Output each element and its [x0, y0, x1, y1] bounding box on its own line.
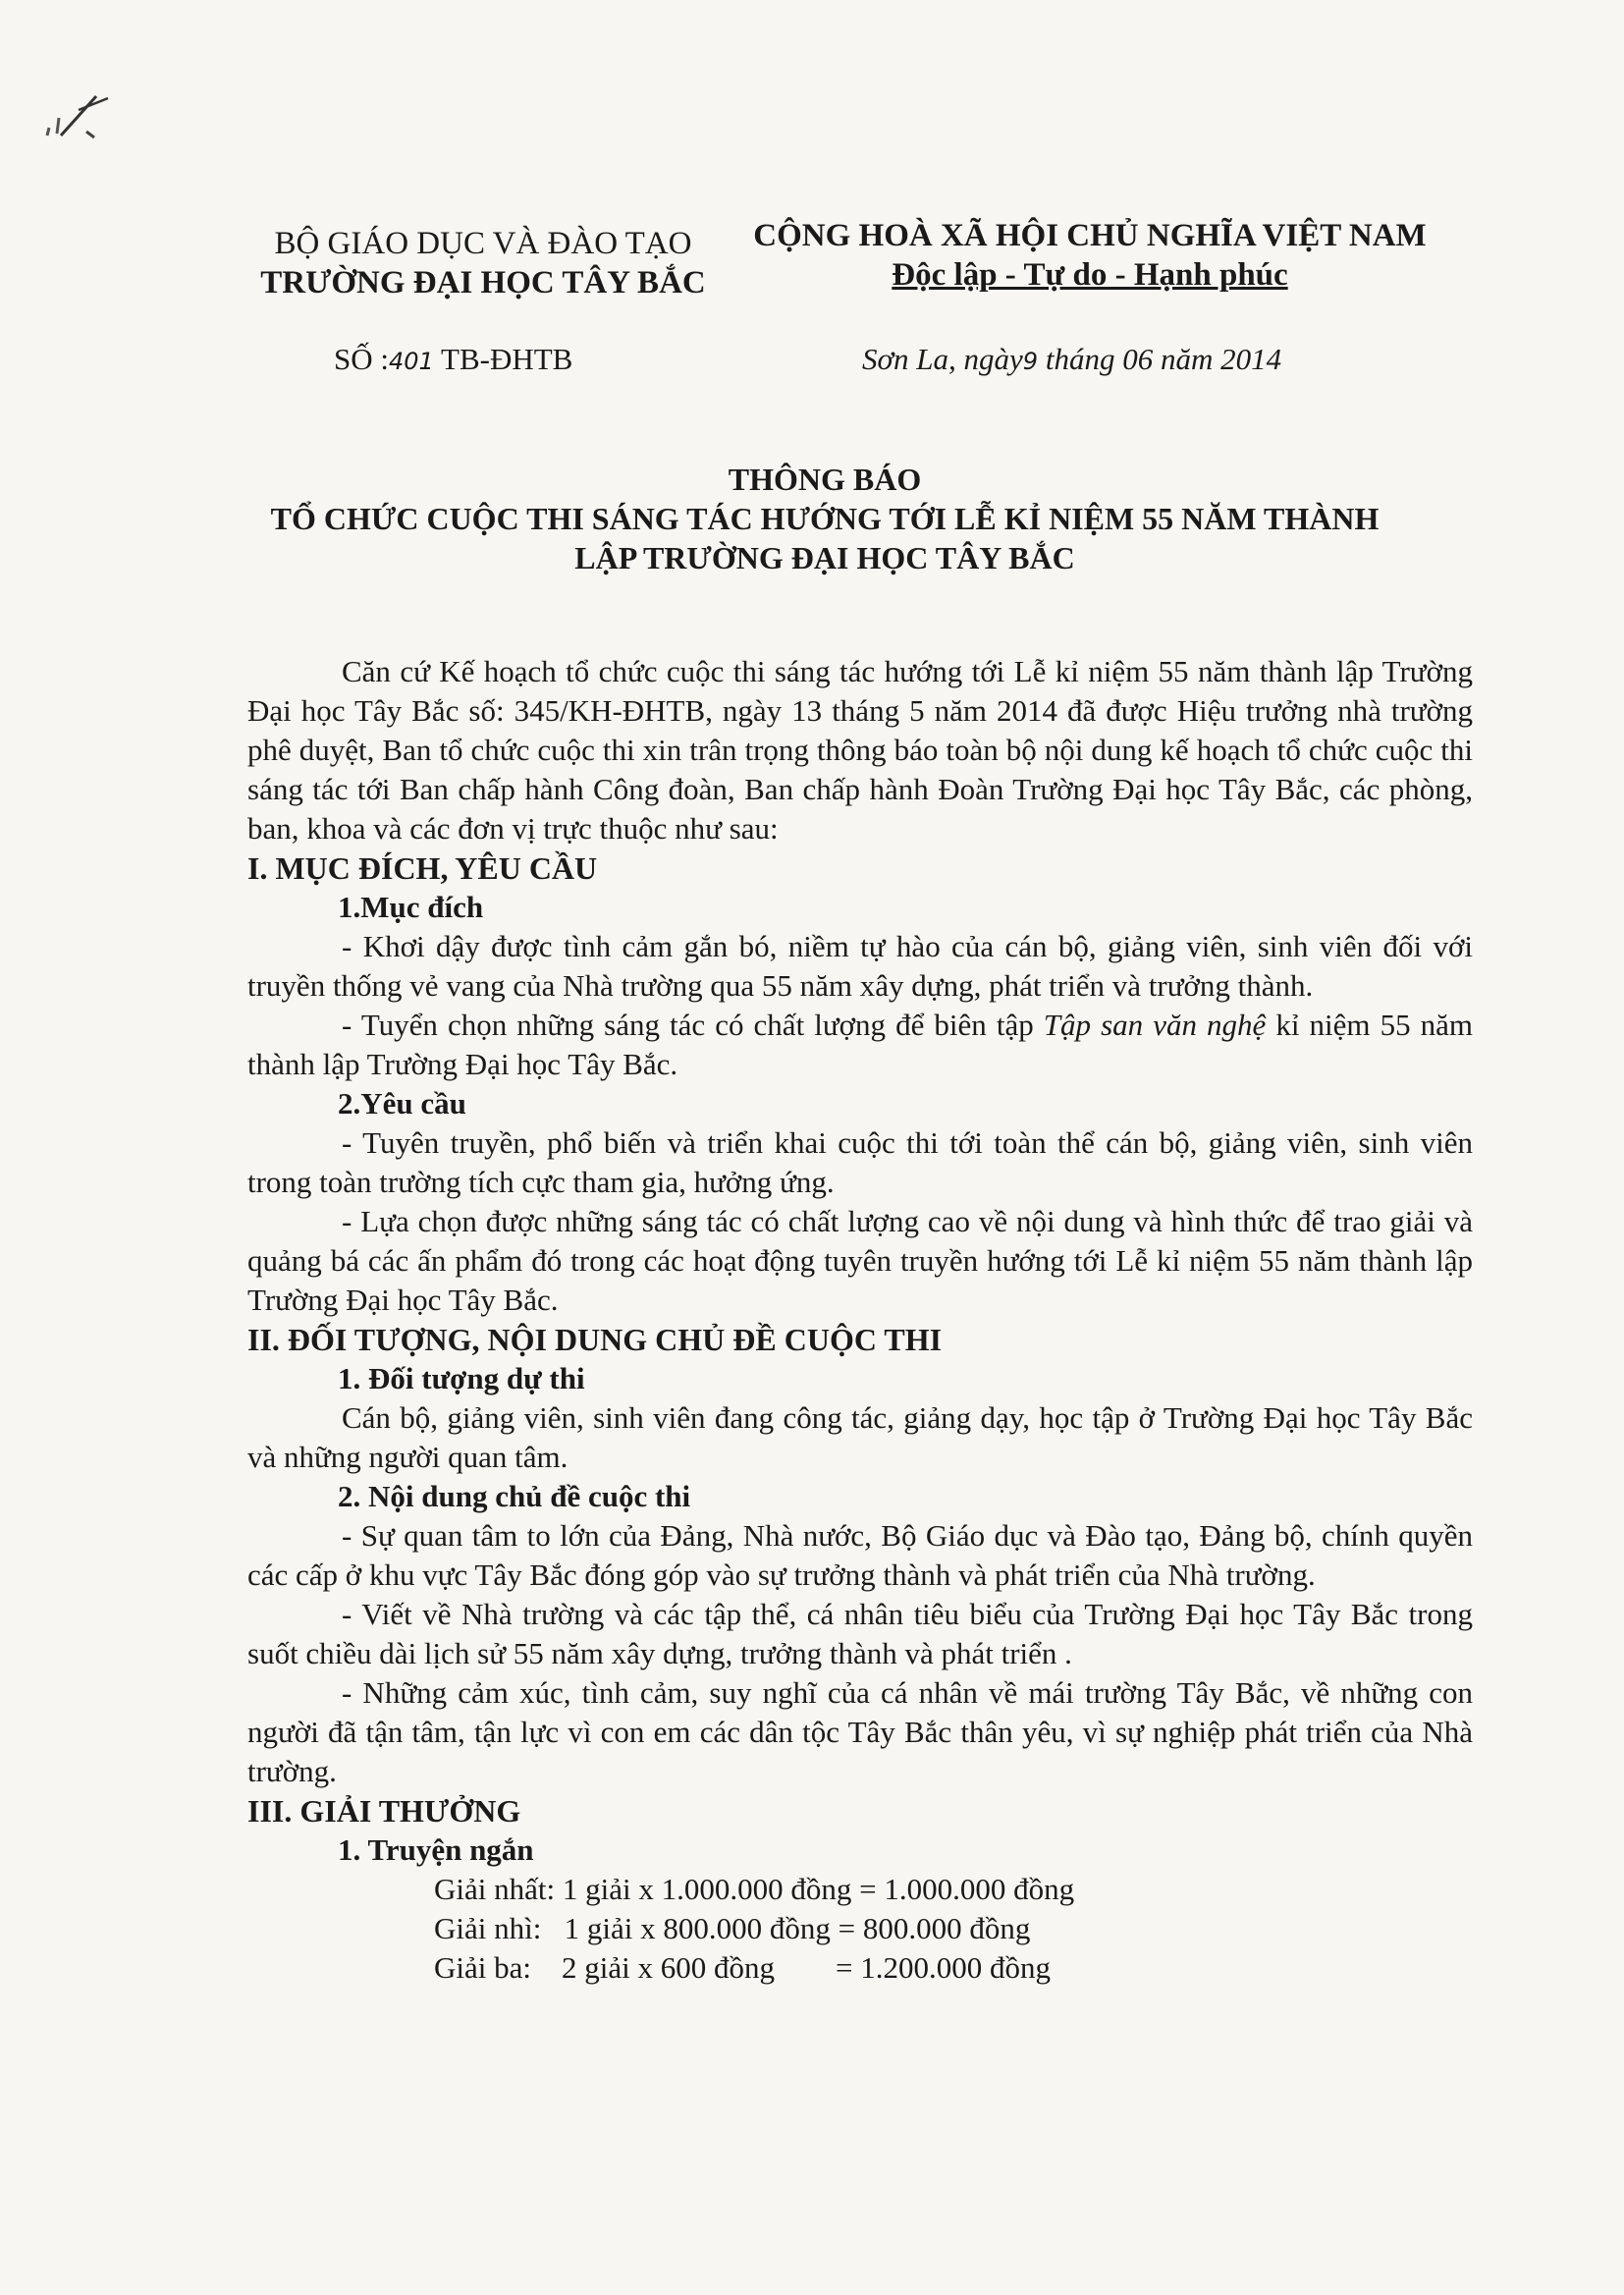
section-1-paragraph-2: [247, 1006, 1473, 1084]
header-right: [731, 216, 1448, 295]
intro-paragraph: Căn cứ Kế hoạch tổ chức cuộc thi sáng tác hướng tới Lễ kỉ niệm 55 năm thành lập Trường Đại học Tây Bắc số: 345/KH-ĐHTB, ngày 13 tháng 5 năm 2014 đã được Hiệu trưởng nhà trường phê duyệt, Ban tổ chức cuộc thi xin trân trọng thông báo toàn bộ nội dung kế hoạch tổ chức cuộc thi sáng tác tới Ban chấp hành Công đoàn, Ban chấp hành Đoàn Trường Đại học Tây Bắc, các phòng, ban, khoa và các đơn vị trực thuộc như sau:: [247, 654, 1473, 846]
section-3-heading: III. GIẢI THƯỞNG: [247, 1793, 521, 1829]
section-1-paragraph-2a: - Tuyển chọn những sáng tác có chất lượng để biên tập: [342, 1008, 1034, 1042]
handwritten-mark-icon: [39, 88, 118, 147]
title-line-2: TỔ CHỨC CUỘC THI SÁNG TÁC HƯỚNG TỚI LỄ KỈ NIỆM 55 NĂM THÀNH: [270, 501, 1380, 536]
section-1-paragraph-3: - Tuyên truyền, phổ biến và triển khai cuộc thi tới toàn thể cán bộ, giảng viên, sinh viên trong toàn trường tích cực tham gia, hưởng ứng.: [247, 1125, 1473, 1199]
section-2-sub-1: 1. Đối tượng dự thi: [338, 1361, 585, 1395]
day-handwritten: 9: [1022, 348, 1039, 375]
section-2-paragraph-4: - Những cảm xúc, tình cảm, suy nghĩ của cá nhân về mái trường Tây Bắc, về những con người đã tận tâm, tận lực vì con em các dân tộc Tây Bắc thân yêu, vì sự nghiệp phát triển của Nhà trường.: [247, 1675, 1473, 1788]
number-suffix: TB-ĐHTB: [441, 342, 573, 376]
section-1-heading: I. MỤC ĐÍCH, YÊU CẦU: [247, 850, 598, 886]
ministry-name: BỘ GIÁO DỤC VÀ ĐÀO TẠO: [274, 226, 692, 261]
section-1-paragraph-2b: kỉ niệm 55 năm thành lập Trường Đại học Tây Bắc.: [247, 1008, 1474, 1081]
place-and-date: [862, 342, 1281, 377]
title-line-1: THÔNG BÁO: [728, 462, 922, 497]
national-motto: Độc lập - Tự do - Hạnh phúc: [892, 257, 1288, 293]
section-2-heading: II. ĐỐI TƯỢNG, NỘI DUNG CHỦ ĐỀ CUỘC THI: [247, 1322, 943, 1357]
section-1-paragraph-1: - Khơi dậy được tình cảm gắn bó, niềm tự hào của cán bộ, giảng viên, sinh viên đối với truyền thống vẻ vang của Nhà trường qua 55 năm xây dựng, phát triển và trưởng thành.: [247, 929, 1473, 1003]
section-3-sub-1: 1. Truyện ngắn: [338, 1832, 534, 1867]
document-title: [196, 460, 1453, 577]
university-name: TRƯỜNG ĐẠI HỌC TÂY BẮC: [260, 265, 706, 301]
place-date-part1: Sơn La, ngày: [862, 342, 1023, 376]
prize-line: Giải nhì: 1 giải x 800.000 đồng = 800.000 đồng: [434, 1911, 1031, 1945]
section-2-paragraph-1: Cán bộ, giảng viên, sinh viên đang công tác, giảng dạy, học tập ở Trường Đại học Tây Bắc và những người quan tâm.: [247, 1400, 1473, 1474]
section-1-sub-1: 1.Mục đích: [338, 890, 484, 924]
republic-name: CỘNG HOÀ XÃ HỘI CHỦ NGHĨA VIỆT NAM: [753, 218, 1427, 253]
section-1-sub-2: 2.Yêu cầu: [338, 1086, 466, 1120]
place-date-part2: tháng 06 năm 2014: [1045, 342, 1282, 376]
number-prefix: SỐ :: [334, 342, 389, 376]
header-left: [257, 224, 709, 302]
section-2-paragraph-2: - Sự quan tâm to lớn của Đảng, Nhà nước, Bộ Giáo dục và Đào tạo, Đảng bộ, chính quyền các cấp ở khu vực Tây Bắc đóng góp vào sự trưởng thành và phát triển của Nhà trường.: [247, 1518, 1473, 1592]
section-2-sub-2: 2. Nội dung chủ đề cuộc thi: [338, 1479, 691, 1513]
document-body: [247, 652, 1473, 1988]
prize-line: Giải ba: 2 giải x 600 đồng = 1.200.000 đồng: [434, 1950, 1051, 1985]
document-number: [334, 342, 572, 377]
title-line-3: LẬP TRƯỜNG ĐẠI HỌC TÂY BẮC: [574, 540, 1075, 575]
section-1-paragraph-2-italic: Tập san văn nghệ: [1043, 1008, 1267, 1042]
prize-line: Giải nhất: 1 giải x 1.000.000 đồng = 1.000.000 đồng: [434, 1872, 1075, 1906]
section-2-paragraph-3: - Viết về Nhà trường và các tập thể, cá nhân tiêu biểu của Trường Đại học Tây Bắc trong suốt chiều dài lịch sử 55 năm xây dựng, trưởng thành và phát triển .: [247, 1597, 1473, 1670]
number-handwritten: 401: [389, 348, 434, 375]
section-1-paragraph-4: - Lựa chọn được những sáng tác có chất lượng cao về nội dung và hình thức để trao giải và quảng bá các ấn phẩm đó trong các hoạt động tuyên truyền hướng tới Lễ kỉ niệm 55 năm thành lập Trường Đại học Tây Bắc.: [247, 1204, 1473, 1317]
